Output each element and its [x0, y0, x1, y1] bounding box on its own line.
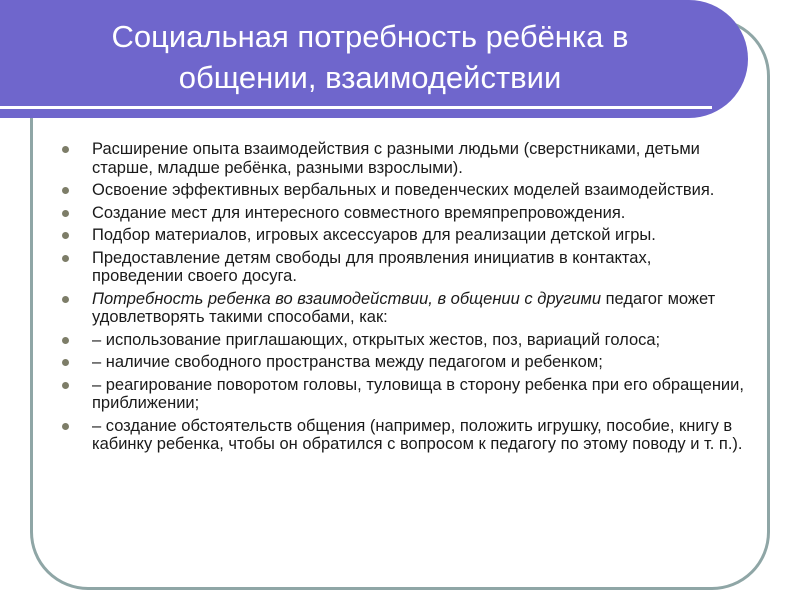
bullet-item-4 — [56, 226, 746, 245]
bullet-text: – реагирование поворотом головы, туловища в сторону ребенка при его обращении, приближении; — [92, 375, 744, 412]
bullet-text: – использование приглашающих, открытых жестов, поз, вариаций голоса; — [92, 330, 661, 349]
bullet-item-2 — [56, 181, 746, 200]
bullet-item-8 — [56, 353, 746, 372]
bullet-icon — [62, 337, 69, 344]
bullet-item-3 — [56, 204, 746, 223]
bullet-item-5 — [56, 249, 746, 286]
slide-title: Социальная потребность ребёнка в общении, взаимодействии — [111, 19, 629, 95]
bullet-icon — [62, 210, 69, 217]
bullet-item-10 — [56, 417, 746, 454]
bullet-text: – создание обстоятельств общения (например, положить игрушку, пособие, книгу в кабинку ребенка, чтобы он обратился с вопросом к педагогу по этому поводу и т. п.). — [92, 416, 743, 453]
bullet-italic-text: Потребность ребенка во взаимодействии, в общении с другими — [92, 289, 601, 308]
bullet-item-6 — [56, 290, 746, 327]
bullet-text: – наличие свободного пространства между педагогом и ребенком; — [92, 353, 603, 371]
bullet-icon — [62, 296, 69, 303]
bullet-text: Создание мест для интересного совместного времяпрепровождения. — [92, 203, 626, 222]
bullet-text: Подбор материалов, игровых аксессуаров для реализации детской игры. — [92, 226, 656, 244]
bullet-text: Освоение эффективных вербальных и поведенческих моделей взаимодействия. — [92, 181, 715, 199]
bullet-icon — [62, 382, 69, 389]
bullet-list — [56, 140, 746, 458]
bullet-icon — [62, 359, 69, 366]
bullet-icon — [62, 255, 69, 262]
bullet-item-1 — [56, 140, 746, 177]
title-divider — [0, 106, 712, 109]
bullet-icon — [62, 232, 69, 239]
bullet-text: Предоставление детям свободы для проявления инициатив в контактах, проведении своего досуга. — [92, 248, 652, 285]
bullet-item-7 — [56, 331, 746, 350]
bullet-icon — [62, 187, 69, 194]
bullet-text: педагог может удовлетворять такими способами, как: — [92, 289, 716, 326]
title-banner — [0, 0, 748, 118]
bullet-icon — [62, 423, 69, 430]
bullet-text: Расширение опыта взаимодействия с разными людьми (сверстниками, детьми старше, младше ребёнка, разными взрослыми). — [92, 140, 700, 177]
bullet-icon — [62, 146, 69, 153]
bullet-item-9 — [56, 376, 746, 413]
